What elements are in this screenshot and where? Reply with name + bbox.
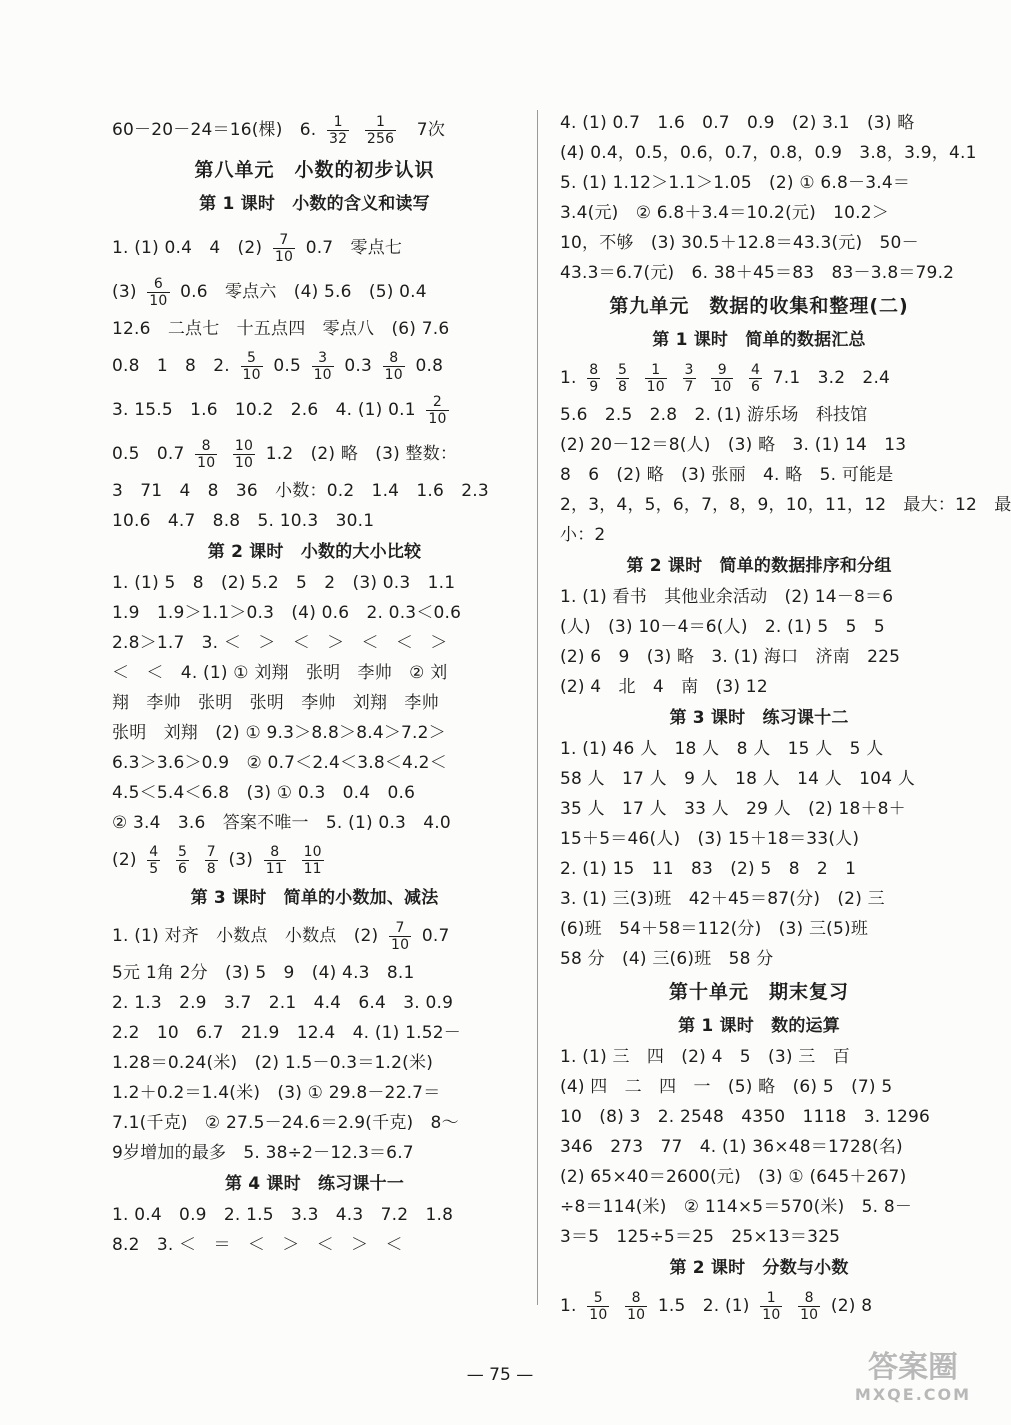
answer-line: 58 分 (4) 三(6)班 58 分 (560, 949, 774, 969)
fraction: $\frac{7}{10}$ (391, 919, 410, 953)
answer-line: 2.8＞1.7 3. ＜ ＞ ＜ ＞ ＜ ＜ ＞ (112, 633, 448, 653)
fraction: $\frac{2}{10}$ (428, 393, 447, 427)
answer-line: 1. (1) 看书 其他业余活动 (2) 14－8＝6 (560, 587, 894, 607)
lesson-heading: 第 2 课时 小数的大小比较 (207, 542, 422, 562)
answer-line: ÷8＝114(米) ② 114×5＝570(米) 5. 8－ (560, 1197, 913, 1217)
answer-line: 58 人 17 人 9 人 18 人 14 人 104 人 (560, 769, 916, 789)
fraction: $\frac{4}{5}$ (149, 843, 159, 877)
fraction: $\frac{3}{10}$ (313, 349, 332, 383)
answer-line: 1. $\frac{5}{10}$ $\frac{8}{10}$ 1.5 2. (1) $\frac{1}{10}$ $\frac{8}{10}$ (2) 8 (560, 1289, 873, 1323)
answer-line: 7.1(千克) ② 27.5－24.6＝2.9(千克) 8～ (112, 1113, 459, 1133)
answer-line: 1. 0.4 0.9 2. 1.5 3.3 4.3 7.2 1.8 (112, 1205, 454, 1225)
fraction: $\frac{8}{10}$ (384, 349, 403, 383)
fraction: $\frac{3}{7}$ (684, 361, 694, 395)
answer-line: 1. (1) 0.4 4 (2) $\frac{7}{10}$ 0.7 零点七 (112, 231, 403, 265)
answer-line: 10 (8) 3 2. 2548 4350 1118 3. 1296 (560, 1107, 931, 1127)
fraction: $\frac{9}{10}$ (713, 361, 732, 395)
fraction: $\frac{10}{11}$ (303, 843, 322, 877)
fraction: $\frac{4}{6}$ (751, 361, 761, 395)
answer-line: 15＋5＝46(人) (3) 15＋18＝33(人) (560, 829, 860, 849)
answer-line: 1. (1) 46 人 18 人 8 人 15 人 5 人 (560, 739, 884, 759)
answer-line: 43.3＝6.7(元) 6. 38＋45＝83 83－3.8＝79.2 (560, 263, 955, 283)
page-number: — 75 — (466, 1365, 534, 1385)
lesson-heading: 第 3 课时 简单的小数加、减法 (190, 888, 439, 908)
unit-heading: 第八单元 小数的初步认识 (194, 159, 435, 181)
answer-line: 3. (1) 三(3)班 42＋45＝87(分) (2) 三 (560, 889, 885, 909)
unit-heading: 第九单元 数据的收集和整理(二) (609, 295, 909, 317)
answer-line: 4.5＜5.4＜6.8 (3) ① 0.3 0.4 0.6 (112, 783, 416, 803)
answer-line: 3.4(元) ② 6.8＋3.4＝10.2(元) 10.2＞ (560, 203, 889, 223)
lesson-heading: 第 2 课时 分数与小数 (669, 1258, 849, 1278)
answer-line: 1.9 1.9＞1.1＞0.3 (4) 0.6 2. 0.3＜0.6 (112, 603, 462, 623)
lesson-heading: 第 1 课时 小数的含义和读写 (199, 194, 430, 214)
answer-line: 1.2＋0.2＝1.4(米) (3) ① 29.8－22.7＝ (112, 1083, 441, 1103)
lesson-heading: 第 3 课时 练习课十二 (669, 708, 849, 728)
column-divider (537, 110, 538, 1305)
answer-line: 小：2 (560, 525, 606, 545)
answer-line: 3. 15.5 1.6 10.2 2.6 4. (1) 0.1 $\frac{2}{10}$ (112, 393, 447, 427)
fraction: $\frac{10}{10}$ (234, 437, 254, 471)
unit-heading: 第十单元 期末复习 (668, 981, 849, 1003)
answer-line: 翔 李帅 张明 张明 李帅 刘翔 李帅 (112, 693, 439, 713)
answer-line: (2) 6 9 (3) 略 3. (1) 海口 济南 225 (560, 647, 901, 667)
watermark-logo-text: 答案圈 (868, 1350, 958, 1385)
watermark-logo (838, 1352, 988, 1420)
lesson-heading: 第 2 课时 简单的数据排序和分组 (626, 556, 892, 576)
fraction: $\frac{7}{8}$ (206, 843, 216, 877)
answer-line: 1. (1) 对齐 小数点 小数点 (2) $\frac{7}{10}$ 0.7 (112, 919, 450, 953)
answer-line: (4) 0.4，0.5，0.6，0.7，0.8，0.9 3.8，3.9，4.1 (560, 143, 977, 163)
answer-line: ② 3.4 3.6 答案不唯一 5. (1) 0.3 4.0 (112, 813, 451, 833)
answer-line: 5元 1角 2分 (3) 5 9 (4) 4.3 8.1 (112, 963, 415, 983)
answer-line: (2) 4 北 4 南 (3) 12 (560, 677, 768, 697)
answer-line: 2. (1) 15 11 83 (2) 5 8 2 1 (560, 859, 857, 879)
answer-line: 9岁增加的最多 5. 38÷2－12.3＝6.7 (112, 1143, 414, 1163)
watermark-site: MXQE.COM (854, 1385, 972, 1404)
answer-line: (人) (3) 10－4＝6(人) 2. (1) 5 5 5 (560, 617, 885, 637)
answer-line: 8 6 (2) 略 (3) 张丽 4. 略 5. 可能是 (560, 465, 894, 485)
answer-line: (2) 65×40＝2600(元) (3) ① (645＋267) (560, 1167, 907, 1187)
fraction: $\frac{5}{8}$ (617, 361, 628, 395)
answer-line: 60－20－24＝16(棵) 6. $\frac{1}{32}$ $\frac{1}{256}$ 7次 (112, 113, 446, 147)
answer-line: 5.6 2.5 2.8 2. (1) 游乐场 科技馆 (560, 405, 868, 425)
answer-line: 10，不够 (3) 30.5＋12.8＝43.3(元) 50－ (560, 233, 919, 253)
fraction: $\frac{1}{10}$ (646, 361, 665, 395)
answer-line: 2. 1.3 2.9 3.7 2.1 4.4 6.4 3. 0.9 (112, 993, 454, 1013)
fraction: $\frac{8}{9}$ (589, 361, 599, 395)
fraction: $\frac{1}{32}$ (329, 113, 348, 147)
fraction: $\frac{1}{256}$ (366, 113, 395, 147)
answer-line: 张明 刘翔 (2) ① 9.3＞8.8＞8.4＞7.2＞ (112, 723, 446, 743)
answer-line: 10.6 4.7 8.8 5. 10.3 30.1 (112, 511, 375, 531)
fraction: $\frac{5}{10}$ (242, 349, 261, 383)
answer-line: 0.5 0.7 $\frac{8}{10}$ $\frac{10}{10}$ 1.2 (2) 略 (3) 整数： (112, 437, 458, 471)
left-column (112, 108, 517, 1260)
answer-line: ＜ ＜ 4. (1) ① 刘翔 张明 李帅 ② 刘 (112, 663, 448, 683)
answer-line: 3＝5 125÷5＝25 25×13＝325 (560, 1227, 841, 1247)
answer-line: 1.28＝0.24(米) (2) 1.5－0.3＝1.2(米) (112, 1053, 434, 1073)
answer-line: 12.6 二点七 十五点四 零点八 (6) 7.6 (112, 319, 450, 339)
lesson-heading: 第 1 课时 简单的数据汇总 (652, 330, 866, 350)
answer-line: 5. (1) 1.12＞1.1＞1.05 (2) ① 6.8－3.4＝ (560, 173, 911, 193)
answer-line: (2) $\frac{4}{5}$ $\frac{5}{6}$ $\frac{7}{8}$ (3) $\frac{8}{11}$ $\frac{10}{11}$ (112, 843, 322, 877)
answer-line: 1. (1) 5 8 (2) 5.2 5 2 (3) 0.3 1.1 (112, 573, 456, 593)
fraction: $\frac{6}{10}$ (149, 275, 168, 309)
right-column (560, 108, 1011, 1328)
fraction: $\frac{1}{10}$ (762, 1289, 781, 1323)
answer-line: 35 人 17 人 33 人 29 人 (2) 18＋8＋ (560, 799, 906, 819)
fraction: $\frac{8}{11}$ (265, 843, 284, 877)
answer-line: (2) 20－12＝8(人) (3) 略 3. (1) 14 13 (560, 435, 907, 455)
answer-line: (3) $\frac{6}{10}$ 0.6 零点六 (4) 5.6 (5) 0.4 (112, 275, 427, 309)
answer-line: 4. (1) 0.7 1.6 0.7 0.9 (2) 3.1 (3) 略 (560, 113, 915, 133)
answer-line: 1. (1) 三 四 (2) 4 5 (3) 三 百 (560, 1047, 850, 1067)
answer-line: 2，3，4，5，6，7，8，9，10，11，12 最大：12 最 (560, 495, 1011, 515)
answer-line: 346 273 77 4. (1) 36×48＝1728(名) (560, 1137, 903, 1157)
fraction: $\frac{8}{10}$ (627, 1289, 646, 1323)
answer-line: 3 71 4 8 36 小数：0.2 1.4 1.6 2.3 (112, 481, 489, 501)
fraction: $\frac{5}{6}$ (178, 843, 188, 877)
answer-line: 6.3＞3.6＞0.9 ② 0.7＜2.4＜3.8＜4.2＜ (112, 753, 447, 773)
fraction: $\frac{7}{10}$ (274, 231, 294, 265)
answer-line: 1. $\frac{8}{9}$ $\frac{5}{8}$ $\frac{1}{10}$ $\frac{3}{7}$ $\frac{9}{10}$ $\frac{4}{6}$ 7.1 3.2 2.4 (560, 361, 891, 395)
fraction: $\frac{5}{10}$ (589, 1289, 608, 1323)
answer-line: (4) 四 二 四 一 (5) 略 (6) 5 (7) 5 (560, 1077, 893, 1097)
answer-line: 0.8 1 8 2. $\frac{5}{10}$ 0.5 $\frac{3}{10}$ 0.3 $\frac{8}{10}$ 0.8 (112, 349, 444, 383)
fraction: $\frac{8}{10}$ (197, 437, 216, 471)
answer-line: 2.2 10 6.7 21.9 12.4 4. (1) 1.52－ (112, 1023, 461, 1043)
lesson-heading: 第 1 课时 数的运算 (678, 1016, 840, 1036)
fraction: $\frac{8}{10}$ (800, 1289, 819, 1323)
lesson-heading: 第 4 课时 练习课十一 (224, 1174, 405, 1194)
answer-line: 8.2 3. ＜ ＝ ＜ ＞ ＜ ＞ ＜ (112, 1235, 403, 1255)
answer-line: (6)班 54＋58＝112(分) (3) 三(5)班 (560, 919, 869, 939)
